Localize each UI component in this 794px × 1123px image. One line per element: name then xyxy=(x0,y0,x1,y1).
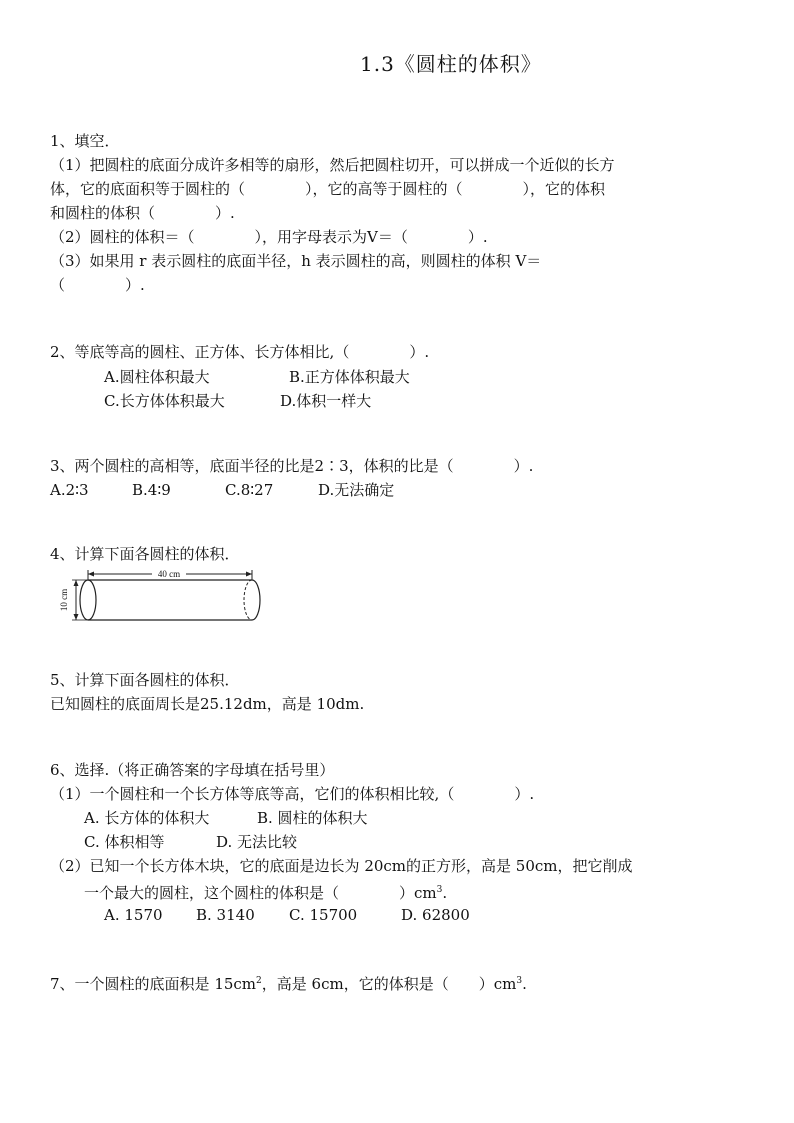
q1-line-6: （ ）. xyxy=(50,276,145,294)
q1-line-2: 体，它的底面积等于圆柱的（ ），它的高等于圆柱的（ ），它的体积 xyxy=(50,180,606,198)
q3-option-a: A.2∶3 xyxy=(50,481,89,499)
q6-part1-option-b: B. 圆柱的体积大 xyxy=(257,809,368,827)
q6-part2-text: 一个最大的圆柱，这个圆柱的体积是（ ） xyxy=(84,884,415,902)
q3-option-c: C.8∶27 xyxy=(225,481,274,499)
q7-mid: ，高是 6cm，它的体积是（ ）cm xyxy=(261,975,517,993)
q7-pre: 7、一个圆柱的底面积是 15cm xyxy=(50,975,257,993)
q6-part2-unit-exponent: 3 xyxy=(436,885,443,895)
q2-option-a: A.圆柱体积最大 xyxy=(104,368,210,386)
q3-option-d: D.无法确定 xyxy=(318,481,395,499)
cylinder-left-base xyxy=(80,580,96,620)
q3-heading: 3、两个圆柱的高相等，底面半径的比是2∶3，体积的比是（ ）. xyxy=(50,457,534,475)
q6-part2-line-1: （2）已知一个长方体木块，它的底面是边长为 20cm的正方形，高是 50cm，把它削成 xyxy=(50,857,633,875)
q7-area-exponent: 2 xyxy=(256,976,262,986)
length-label: 40 cm xyxy=(157,569,181,579)
q6-part2-unit: cm xyxy=(414,884,437,902)
q7-text xyxy=(50,972,527,993)
q5-heading: 5、计算下面各圆柱的体积． xyxy=(50,671,240,689)
q3-option-b: B.4∶9 xyxy=(132,481,171,499)
q6-part2-line-2 xyxy=(84,881,447,902)
length-arrow-left xyxy=(88,572,94,577)
q7-end: . xyxy=(522,975,527,993)
diameter-arrow-top xyxy=(74,580,79,586)
cylinder-right-base-front xyxy=(252,580,260,620)
q1-line-5: （3）如果用 r 表示圆柱的底面半径，h 表示圆柱的高，则圆柱的体积 V＝ xyxy=(50,252,542,270)
q6-part1-option-a: A. 长方体的体积大 xyxy=(84,809,210,827)
q2-option-d: D.体积一样大 xyxy=(280,392,372,410)
q1-line-4: （2）圆柱的体积＝（ ），用字母表示为V＝（ ）. xyxy=(50,228,488,246)
q4-heading: 4、计算下面各圆柱的体积． xyxy=(50,545,240,563)
q6-part2-end: . xyxy=(442,884,448,902)
page-title: 1.3《圆柱的体积》 xyxy=(360,52,542,76)
q7-volume-exponent: 3 xyxy=(516,976,523,986)
length-arrow-right xyxy=(246,572,252,577)
q6-part1-option-c: C. 体积相等 xyxy=(84,833,165,851)
cylinder-figure xyxy=(56,566,270,626)
q6-heading: 6、选择.（将正确答案的字母填在括号里） xyxy=(50,761,335,779)
q5-text: 已知圆柱的底面周长是25.12dm，高是 10dm. xyxy=(50,695,365,713)
diameter-arrow-bottom xyxy=(74,614,79,620)
q2-heading: 2、等底等高的圆柱、正方体、长方体相比,（ ）. xyxy=(50,343,430,361)
q6-part1: （1）一个圆柱和一个长方体等底等高，它们的体积相比较,（ ）. xyxy=(50,785,535,803)
diameter-label: 10 cm xyxy=(59,588,69,612)
cylinder-right-base-hidden xyxy=(244,580,252,620)
q1-line-1: （1）把圆柱的底面分成许多相等的扇形，然后把圆柱切开，可以拼成一个近似的长方 xyxy=(50,156,615,174)
q6-part2-option-a: A. 1570 xyxy=(104,906,163,924)
q6-part2-option-c: C. 15700 xyxy=(289,906,358,924)
q6-part2-option-d: D. 62800 xyxy=(401,906,470,924)
q6-part1-option-d: D. 无法比较 xyxy=(216,833,298,851)
q2-option-c: C.长方体体积最大 xyxy=(104,392,225,410)
q2-option-b: B.正方体体积最大 xyxy=(289,368,410,386)
q6-part2-option-b: B. 3140 xyxy=(196,906,255,924)
q1-heading: 1、填空． xyxy=(50,132,120,150)
q1-line-3: 和圆柱的体积（ ）. xyxy=(50,204,235,222)
